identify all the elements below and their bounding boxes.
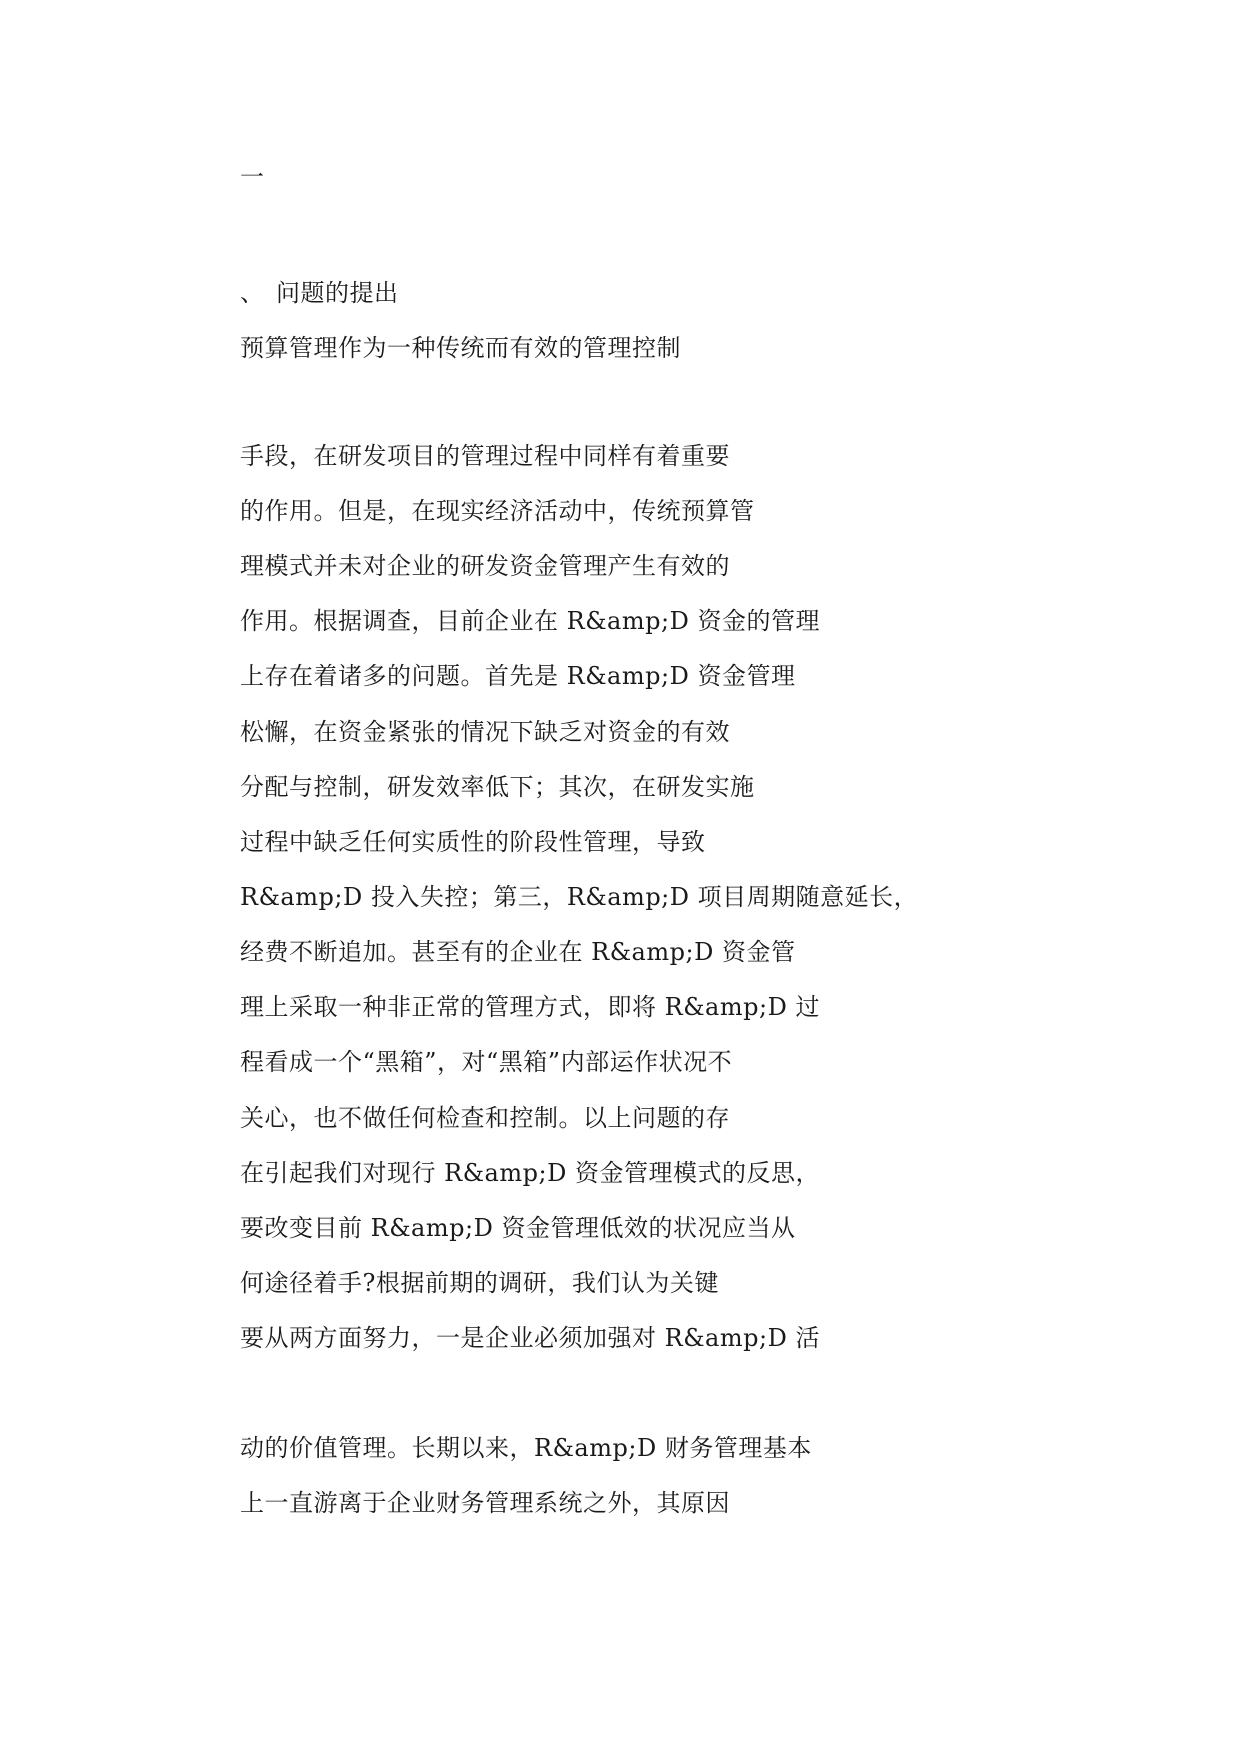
paragraph-line: 程看成一个“黑箱”，对“黑箱”内部运作状况不 xyxy=(240,1048,733,1076)
section-heading xyxy=(240,278,399,308)
paragraph-line: 作用。根据调查，目前企业在 R&amp;D 资金的管理 xyxy=(240,607,820,635)
paragraph-line: 理上采取一种非正常的管理方式，即将 R&amp;D 过 xyxy=(240,993,820,1021)
paragraph-line: 在引起我们对现行 R&amp;D 资金管理模式的反思， xyxy=(240,1159,820,1187)
paragraph-line: 经费不断追加。甚至有的企业在 R&amp;D 资金管 xyxy=(240,938,796,966)
paragraph-line: 预算管理作为一种传统而有效的管理控制 xyxy=(240,334,681,362)
paragraph-line: 过程中缺乏任何实质性的阶段性管理，导致 xyxy=(240,828,706,856)
paragraph-line: 上存在着诸多的问题。首先是 R&amp;D 资金管理 xyxy=(240,662,796,690)
paragraph-line: 分配与控制，研发效率低下；其次，在研发实施 xyxy=(240,773,755,801)
paragraph-line: 动的价值管理。长期以来，R&amp;D 财务管理基本 xyxy=(240,1434,812,1462)
paragraph-line: R&amp;D 投入失控；第三，R&amp;D 项目周期随意延长， xyxy=(240,883,919,911)
section-mark: 、 xyxy=(240,279,265,307)
paragraph-line: 手段，在研发项目的管理过程中同样有着重要 xyxy=(240,442,730,470)
paragraph-line: 松懈，在资金紧张的情况下缺乏对资金的有效 xyxy=(240,718,730,746)
section-number: 一 xyxy=(240,163,265,191)
paragraph-line: 上一直游离于企业财务管理系统之外，其原因 xyxy=(240,1489,730,1517)
section-title: 问题的提出 xyxy=(276,279,399,307)
paragraph-line: 的作用。但是，在现实经济活动中，传统预算管 xyxy=(240,497,755,525)
paragraph-line: 要从两方面努力，一是企业必须加强对 R&amp;D 活 xyxy=(240,1324,820,1352)
paragraph-line: 理模式并未对企业的研发资金管理产生有效的 xyxy=(240,552,730,580)
paragraph-line: 关心，也不做任何检查和控制。以上问题的存 xyxy=(240,1104,730,1132)
paragraph-line: 何途径着手?根据前期的调研，我们认为关键 xyxy=(240,1269,719,1297)
paragraph-line: 要改变目前 R&amp;D 资金管理低效的状况应当从 xyxy=(240,1214,796,1242)
